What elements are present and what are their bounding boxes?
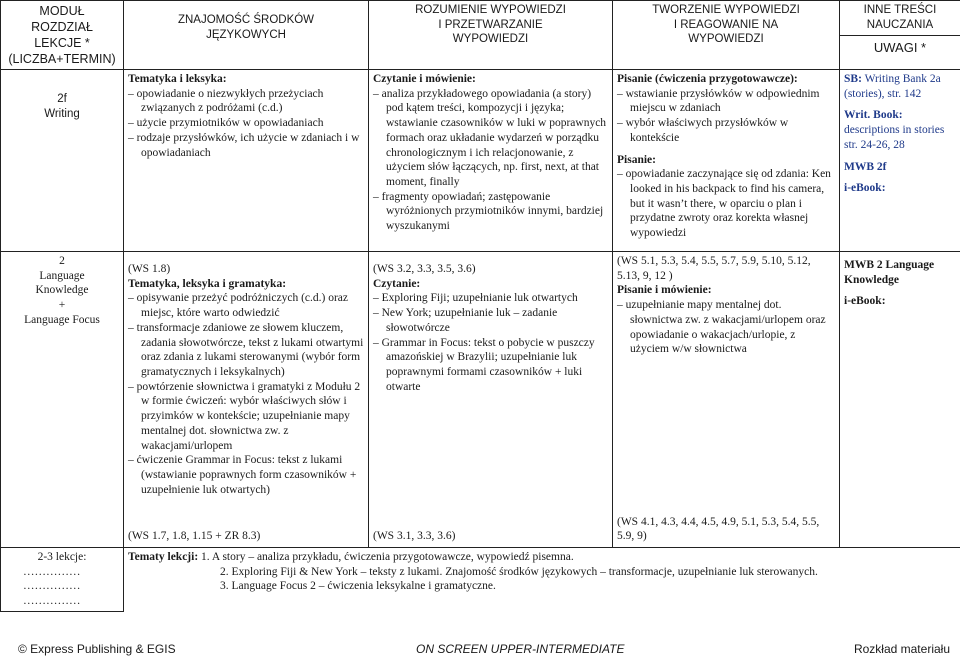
header-line: WYPOWIEDZI — [688, 33, 764, 46]
lesson-title: Writing — [44, 107, 80, 120]
language-list — [128, 291, 364, 497]
list-item: – transformacje zdaniowe ze słowem kluczem, zadania słowotwórcze, tekst z lukami otwartymi oraz zdania z lukami sterowanymi (wybór form gramatycznych i leksykalnych) — [128, 321, 364, 380]
footer-copyright: © Express Publishing & EGIS — [18, 642, 176, 656]
list-item: – Exploring Fiji; uzupełnianie luk otwartych — [373, 291, 608, 306]
section-heading: Tematyka i leksyka: — [128, 73, 227, 85]
lesson-title: Language Focus — [24, 313, 100, 326]
footer-course-title: ON SCREEN UPPER-INTERMEDIATE — [416, 642, 625, 656]
topic-item: 3. Language Focus 2 – ćwiczenia leksykalne i gramatyczne. — [220, 580, 496, 593]
header-row — [1, 1, 960, 70]
other-cell — [840, 70, 960, 252]
other-label: Writ. Book: — [844, 109, 903, 122]
other-text: Writing Bank 2a (stories), str. 142 — [844, 73, 941, 100]
ws-reference: (WS 4.1, 4.3, 4.4, 4.5, 4.9, 5.1, 5.3, 5.4, 5.5, 5.9, 9) — [617, 515, 820, 543]
lesson-count-cell — [1, 548, 124, 612]
topics-cell — [124, 548, 960, 612]
list-item: – analiza przykładowego opowiadania (a story) pod kątem treści, kompozycji i języka; wstawianie czasowników w luki w poprawnych formach oraz układanie wydarzeń w porządku chronologicznym i ich relacjonowanie, z użyciem słów łączących, np. first, next, at that moment, finally — [373, 87, 608, 190]
header-line: ZNAJOMOŚĆ ŚRODKÓW — [177, 14, 315, 26]
list-item: – fragmenty opowiadań; zastępowanie wyróżnionych przymiotników innymi, bardziej wyszukanymi — [373, 190, 608, 234]
lesson-date-blank: …………… — [23, 565, 81, 578]
list-item: – użycie przymiotników w opowiadaniach — [128, 116, 364, 131]
topics-row — [1, 548, 960, 612]
list-item: – rodzaje przysłówków, ich użycie w zdaniach i w opowiadaniach — [128, 131, 364, 160]
header-reception — [369, 1, 613, 70]
lesson-cell — [1, 252, 124, 548]
lesson-date-blank: …………… — [23, 595, 81, 608]
ws-reference: (WS 3.1, 3.3, 3.6) — [373, 530, 456, 543]
header-line: MODUŁ — [39, 4, 85, 18]
language-cell — [124, 252, 369, 548]
language-list — [128, 87, 364, 161]
ws-reference: (WS 1.7, 1.8, 1.15 + ZR 8.3) — [128, 530, 261, 543]
production-list — [617, 298, 835, 357]
list-item: – wstawianie przysłówków w odpowiednim miejscu w zdaniach — [617, 87, 835, 116]
section-heading: Czytanie i mówienie: — [373, 73, 476, 85]
other-iebook: i-eBook: — [844, 295, 886, 308]
lesson-number: 2f — [57, 93, 67, 105]
footer-doc-title: Rozkład materiału — [853, 642, 950, 656]
lesson-row-2f — [1, 70, 960, 252]
section-heading: Pisanie (ćwiczenia przygotowawcze): — [617, 73, 798, 85]
topic-line — [128, 550, 957, 565]
ws-reference: (WS 3.2, 3.3, 3.5, 3.6) — [373, 263, 476, 275]
header-line: (LICZBA+TERMIN) — [8, 52, 116, 66]
list-item: – opisywanie przeżyć podróżniczych (c.d.) oraz miejsc, które warto odwiedzić — [128, 291, 364, 320]
list-item: – uzupełnianie mapy mentalnej dot. słownictwa zw. z wakacjami/urlopem oraz opowiadanie o wakacjach/urlopie, z użyciem w/w słownictwa — [617, 298, 835, 357]
topic-item: 2. Exploring Fiji & New York – teksty z lukami. Znajomość środków językowych – transformacje, uzupełnianie luk sterowanych. — [220, 565, 818, 578]
reception-list — [373, 291, 608, 394]
header-line: JĘZYKOWYCH — [206, 28, 286, 41]
reception-cell — [369, 70, 613, 252]
other-iebook: i-eBook: — [844, 182, 886, 195]
header-line: ROZUMIENIE WYPOWIEDZI — [415, 4, 566, 16]
section-heading: Tematyka, leksyka i gramatyka: — [128, 277, 287, 290]
other-cell — [840, 252, 960, 548]
header-language-means — [124, 1, 369, 70]
page-footer — [0, 636, 960, 664]
topic-item: 1. A story – analiza przykładu, ćwiczenia przygotowawcze, wypowiedź pisemna. — [201, 551, 574, 563]
topics-label: Tematy lekcji: — [128, 551, 199, 563]
section-heading: Czytanie: — [373, 277, 421, 290]
production-cell — [613, 252, 840, 548]
production-list-2 — [617, 167, 835, 241]
header-line: LEKCJE * — [34, 36, 90, 50]
header-line: I PRZETWARZANIE — [438, 18, 543, 31]
header-line: WYPOWIEDZI — [452, 33, 529, 46]
other-mwb: MWB 2f — [844, 160, 887, 173]
header-line: ROZDZIAŁ — [31, 20, 93, 34]
lesson-title: + — [58, 299, 66, 312]
production-list — [617, 87, 835, 146]
lesson-number: 2 — [59, 255, 65, 267]
other-sb — [844, 72, 956, 101]
header-line: INNE TREŚCI — [863, 4, 937, 16]
list-item: – Grammar in Focus: tekst o pobycie w puszczy amazońskiej w Brazylii; uzupełnianie luk poprawnymi formami czasowników + luki otwarte — [373, 336, 608, 395]
ws-reference: (WS 5.1, 5.3, 5.4, 5.5, 5.7, 5.9, 5.10, 5.12, 5.13, 9, 12 ) — [617, 255, 811, 282]
list-item: – wybór właściwych przysłówków w kontekście — [617, 116, 835, 145]
other-writing-book — [844, 108, 956, 152]
section-heading: Pisanie i mówienie: — [617, 284, 712, 297]
lesson-title: Language — [39, 269, 85, 282]
reception-list — [373, 87, 608, 234]
section-heading: Pisanie: — [617, 153, 656, 166]
header-other — [840, 1, 960, 70]
ws-reference: (WS 1.8) — [128, 263, 171, 275]
header-production — [613, 1, 840, 70]
header-module — [1, 1, 124, 70]
header-line: TWORZENIE WYPOWIEDZI — [652, 4, 800, 16]
lesson-count-label: 2-3 lekcje: — [37, 551, 87, 563]
production-cell — [613, 70, 840, 252]
list-item: – opowiadanie zaczynające się od zdania: Ken looked in his backpack to find his camera, but it wasn’t there, w oparciu o plan i przydatne zwroty oraz korekta własnej wypowiedzi — [617, 167, 835, 241]
other-label: SB: — [844, 73, 862, 85]
list-item: – opowiadanie o niezwykłych przeżyciach związanych z podróżami (c.d.) — [128, 87, 364, 116]
header-line: NAUCZANIA — [866, 18, 934, 31]
lesson-row-2-language — [1, 252, 960, 548]
reception-cell — [369, 252, 613, 548]
lesson-cell — [1, 70, 124, 252]
header-notes: UWAGI * — [873, 40, 927, 56]
other-text: descriptions in stories str. 24-26, 28 — [844, 124, 945, 151]
list-item: – powtórzenie słownictwa i gramatyki z Modułu 2 w formie ćwiczeń: wybór właściwych słów i przyimków w kontekście; uzupełnianie mapy mentalnej dot. słownictwa zw. z wakacjami/urlopem — [128, 380, 364, 454]
lesson-date-blank: …………… — [23, 580, 81, 593]
other-mwb: MWB 2 Language Knowledge — [844, 259, 935, 286]
header-line: I REAGOWANIE NA — [673, 18, 779, 31]
list-item: – New York; uzupełnianie luk – zadanie słowotwórcze — [373, 306, 608, 335]
list-item: – ćwiczenie Grammar in Focus: tekst z lukami (wstawianie poprawnych form czasowników + uzupełnienie luk otwartych) — [128, 453, 364, 497]
lesson-title: Knowledge — [35, 284, 89, 297]
language-cell — [124, 70, 369, 252]
